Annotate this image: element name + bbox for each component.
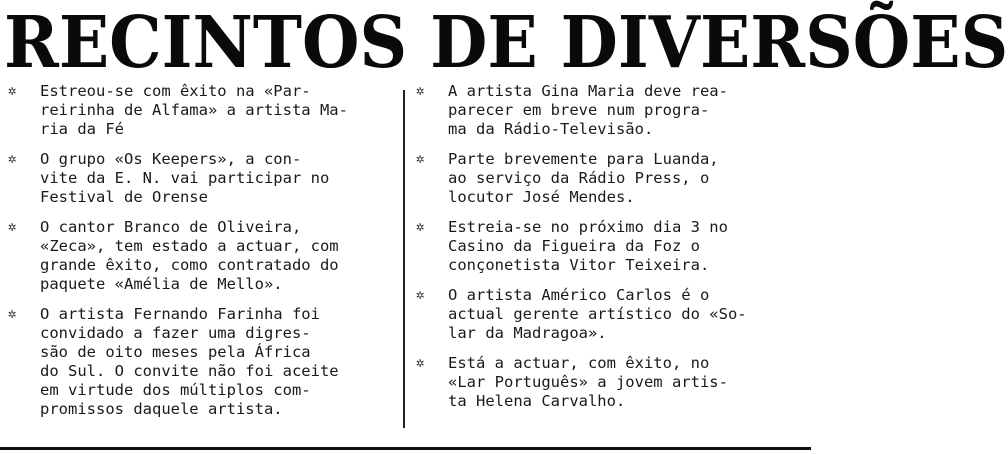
news-item-text: A artista Gina Maria deve rea- parecer em breve num progra- ma da Rádio-Televisão. — [448, 82, 728, 138]
bottom-rule — [0, 447, 811, 450]
news-item-text: O grupo «Os Keepers», a con- vite da E. N. vai participar no Festival de Orense — [40, 150, 330, 206]
asterisk-bullet-icon: ✲ — [416, 219, 425, 235]
news-item — [6, 82, 398, 139]
news-item-text: Parte brevemente para Luanda, ao serviço da Rádio Press, o locutor José Mendes. — [448, 150, 719, 206]
left-column — [6, 82, 398, 434]
news-item-text: O artista Américo Carlos é o actual gerente artístico do «So- lar da Madragoa». — [448, 286, 747, 342]
asterisk-bullet-icon: ✲ — [8, 83, 17, 99]
asterisk-bullet-icon: ✲ — [8, 151, 17, 167]
news-item-text: Estreou-se com êxito na «Par- reirinha de Alfama» a artista Ma- ria da Fé — [40, 82, 348, 138]
column-divider — [403, 90, 405, 428]
news-item — [6, 305, 398, 419]
news-item — [6, 218, 398, 294]
news-item — [6, 150, 398, 207]
asterisk-bullet-icon: ✲ — [416, 151, 425, 167]
news-item — [414, 218, 806, 275]
news-item — [414, 150, 806, 207]
news-item — [414, 286, 806, 343]
right-column — [414, 82, 806, 434]
asterisk-bullet-icon: ✲ — [416, 287, 425, 303]
asterisk-bullet-icon: ✲ — [8, 306, 17, 322]
news-item-text: Está a actuar, com êxito, no «Lar Português» a jovem artis- ta Helena Carvalho. — [448, 354, 728, 410]
asterisk-bullet-icon: ✲ — [416, 83, 425, 99]
news-item-text: O cantor Branco de Oliveira, «Zeca», tem estado a actuar, com grande êxito, como contratado do paquete «Amélia de Mello». — [40, 218, 339, 293]
asterisk-bullet-icon: ✲ — [416, 355, 425, 371]
news-item — [414, 82, 806, 139]
news-item-text: O artista Fernando Farinha foi convidado a fazer uma digres- são de oito meses pela África do Sul. O convite não foi aceite em virtude dos múltiplos com- promissos daquele artista. — [40, 305, 339, 418]
news-item-text: Estreia-se no próximo dia 3 no Casino da Figueira da Foz o conçonetista Vitor Teixeira. — [448, 218, 728, 274]
asterisk-bullet-icon: ✲ — [8, 219, 17, 235]
headline: RECINTOS DE DIVERSÕES — [4, 0, 1008, 85]
news-item — [414, 354, 806, 411]
